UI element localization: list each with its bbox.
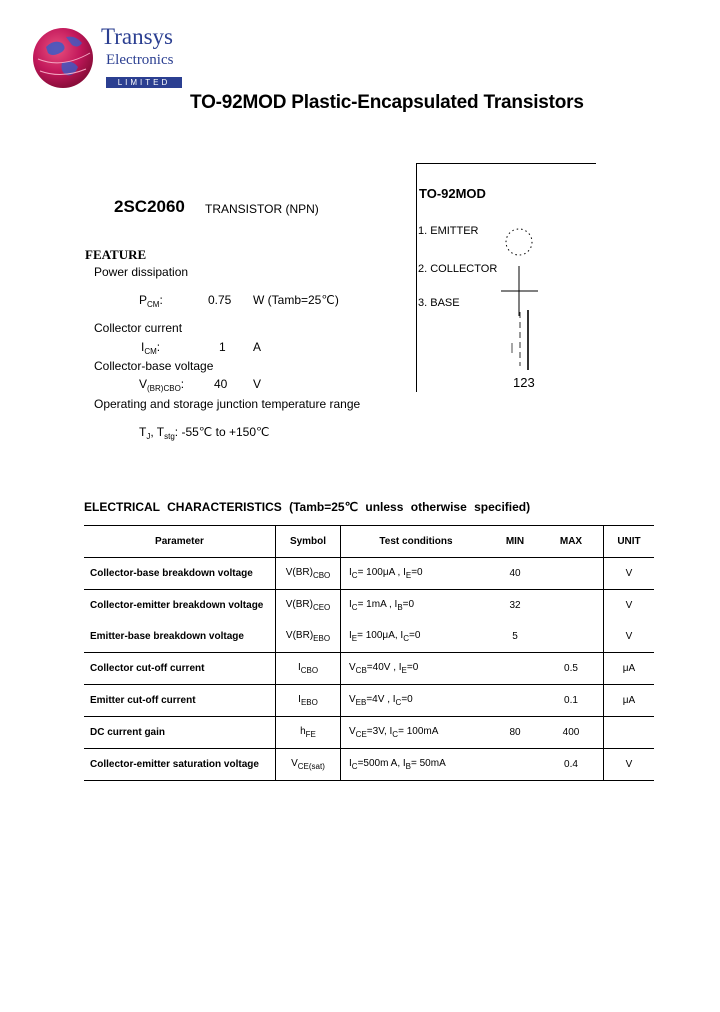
row-unit: V	[625, 631, 633, 642]
row-unit: μA	[604, 685, 655, 717]
table-row	[84, 590, 654, 622]
row-symbol: $I_{CBO}$	[276, 653, 341, 685]
pin-1-label: 1. EMITTER	[418, 225, 479, 237]
row-conditions: $V_{CE}=3V$, $I_C= 100mA$	[341, 717, 492, 749]
row-symbol: $V(BR)_{EBO}$	[276, 621, 341, 653]
collector-current-label: Collector current	[94, 321, 183, 335]
row-conditions: $I_C= 1mA$ , $I_B=0$	[349, 599, 415, 612]
company-logo-globe-icon	[32, 23, 94, 93]
row-parameter: Emitter-base breakdown voltage	[84, 621, 276, 653]
row-symbol: $I_{EBO}$	[276, 685, 341, 717]
package-box-top-rule	[416, 163, 596, 164]
pcm-unit: W (Tamb=25℃)	[253, 293, 339, 307]
row-min: 80	[491, 717, 539, 749]
row-parameter: Collector-emitter breakdown voltage	[84, 590, 276, 622]
col-header-symbol: Symbol	[276, 526, 341, 558]
row-conditions: $I_C= 100\mu A$ , $I_E=0$	[341, 558, 492, 590]
row-parameter: Collector-base breakdown voltage	[84, 558, 276, 590]
electrical-characteristics-heading: ELECTRICAL CHARACTERISTICS (Tamb=25℃ unless otherwise specified)	[84, 500, 531, 514]
row-conditions: $I_C=500m$ A, $I_B= 50mA$	[341, 749, 492, 781]
icm-value: 1	[219, 340, 226, 354]
collector-base-voltage-label: Collector-base voltage	[94, 359, 214, 373]
col-header-unit: UNIT	[604, 526, 655, 558]
company-name: Transys	[101, 24, 174, 49]
table-row	[84, 685, 654, 717]
col-header-max: MAX	[539, 526, 604, 558]
row-unit: V	[604, 749, 655, 781]
row-max: 0.4	[539, 749, 604, 781]
icm-unit: A	[253, 340, 262, 354]
row-unit: μA	[604, 653, 655, 685]
row-max: 0.5	[539, 653, 604, 685]
package-name: TO-92MOD	[419, 186, 486, 201]
row-symbol: $V(BR)_{CEO}$	[276, 590, 341, 622]
row-parameter: Emitter cut-off current	[84, 685, 276, 717]
vcbo-value: 40	[214, 377, 228, 391]
package-outline-drawing	[498, 228, 543, 376]
col-header-min: MIN	[491, 526, 539, 558]
temperature-range-value: $T_J$, $T_{stg}$: -55℃ to +150℃	[139, 425, 270, 441]
power-dissipation-label: Power dissipation	[94, 265, 189, 279]
row-max: 0.1	[539, 685, 604, 717]
electrical-characteristics-table	[84, 525, 654, 781]
vcbo-unit: V	[253, 377, 262, 391]
row-max	[539, 558, 604, 590]
company-limited-badge: LIMITED	[106, 77, 182, 88]
row-min	[491, 685, 539, 717]
row-min	[491, 653, 539, 685]
feature-heading: FEATURE	[85, 247, 147, 262]
part-type: TRANSISTOR (NPN)	[205, 202, 319, 216]
table-row	[84, 558, 654, 590]
table-header-row	[84, 526, 654, 558]
row-symbol: $V(BR)_{CBO}$	[276, 558, 341, 590]
row-min	[491, 749, 539, 781]
pin-3-label: 3. BASE	[418, 297, 460, 309]
part-number: 2SC2060	[114, 197, 185, 216]
row-conditions: $I_E= 100\mu A$, $I_C=0$	[349, 630, 421, 643]
pin-order-label: 123	[513, 375, 535, 390]
table-row	[84, 621, 654, 653]
row-unit	[604, 717, 655, 749]
col-header-test-conditions: Test conditions	[341, 526, 492, 558]
pcm-symbol: $P_{CM}$:	[139, 293, 163, 309]
row-min: 40	[491, 558, 539, 590]
table-row	[84, 717, 654, 749]
row-unit: V	[604, 558, 655, 590]
table-row	[84, 653, 654, 685]
row-max: 400	[539, 717, 604, 749]
table-row	[84, 749, 654, 781]
row-min: 32	[509, 600, 521, 611]
temperature-range-label: Operating and storage junction temperature range	[94, 397, 361, 411]
row-conditions: $V_{CB}=40V$ , $I_E=0$	[341, 653, 492, 685]
col-header-parameter: Parameter	[84, 526, 276, 558]
package-box-side-rule	[416, 163, 417, 392]
row-symbol: $h_{FE}$	[276, 717, 341, 749]
row-symbol: $V_{CE(sat)}$	[276, 749, 341, 781]
document-title: TO-92MOD Plastic-Encapsulated Transistors	[190, 92, 584, 113]
row-unit: V	[625, 600, 633, 611]
pin-2-label: 2. COLLECTOR	[418, 263, 498, 275]
row-parameter: DC current gain	[84, 717, 276, 749]
row-parameter: Collector cut-off current	[84, 653, 276, 685]
company-subname: Electronics	[106, 52, 174, 68]
row-min: 5	[512, 631, 518, 642]
row-parameter: Collector-emitter saturation voltage	[84, 749, 276, 781]
icm-symbol: $I_{CM}$:	[141, 340, 161, 356]
pcm-value: 0.75	[208, 293, 232, 307]
vcbo-symbol: $V_{(BR)CBO}$:	[139, 377, 185, 393]
row-max	[539, 590, 604, 622]
row-conditions: $V_{EB}=4V$ , $I_C=0$	[341, 685, 492, 717]
row-max	[539, 621, 604, 653]
